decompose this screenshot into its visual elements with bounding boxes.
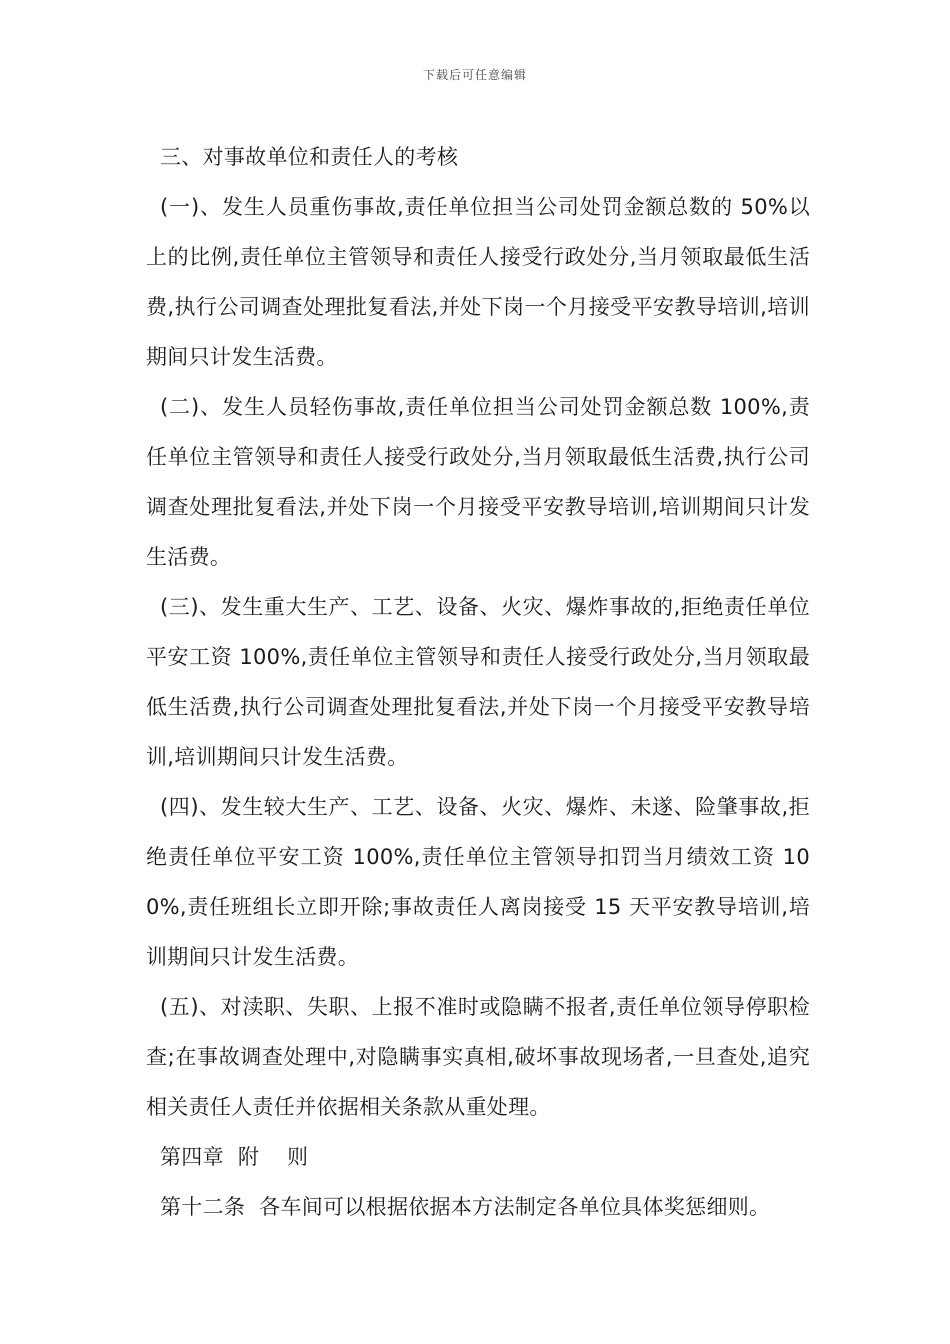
clause-3: (三)、发生重大生产、工艺、设备、火灾、爆炸事故的,拒绝责任单位平安工资 100%,责任单位主管领导和责任人接受行政处分,当月领取最低生活费,执行公司调查处理批复看法,并处下岗一个月接受平安教导培训,培训期间只计发生活费。 <box>146 595 810 769</box>
page-header: 下载后可任意编辑 <box>422 68 527 82</box>
clause-1: (一)、发生人员重伤事故,责任单位担当公司处罚金额总数的 50%以上的比例,责任单位主管领导和责任人接受行政处分,当月领取最低生活费,执行公司调查处理批复看法,并处下岗一个月接受平安教导培训,培训期间只计发生活费。 <box>146 195 810 369</box>
clause-2: (二)、发生人员轻伤事故,责任单位担当公司处罚金额总数 100%,责任单位主管领导和责任人接受行政处分,当月领取最低生活费,执行公司调查处理批复看法,并处下岗一个月接受平安教导培训,培训期间只计发生活费。 <box>146 395 810 569</box>
clause-4: (四)、发生较大生产、工艺、设备、火灾、爆炸、未遂、险肇事故,拒绝责任单位平安工资 100%,责任单位主管领导扣罚当月绩效工资 100%,责任班组长立即开除;事故责任人离岗接受 15 天平安教导培训,培训期间只计发生活费。 <box>146 795 810 969</box>
chapter-heading: 第四章 附 则 <box>160 1145 309 1169</box>
section-heading: 三、对事故单位和责任人的考核 <box>160 145 459 169</box>
clause-5: (五)、对渎职、失职、上报不准时或隐瞒不报者,责任单位领导停职检查;在事故调查处理中,对隐瞒事实真相,破坏事故现场者,一旦查处,追究相关责任人责任并依据相关条款从重处理。 <box>146 995 810 1119</box>
article-12: 第十二条 各车间可以根据依据本方法制定各单位具体奖惩细则。 <box>160 1195 771 1219</box>
document-body <box>146 132 810 1232</box>
